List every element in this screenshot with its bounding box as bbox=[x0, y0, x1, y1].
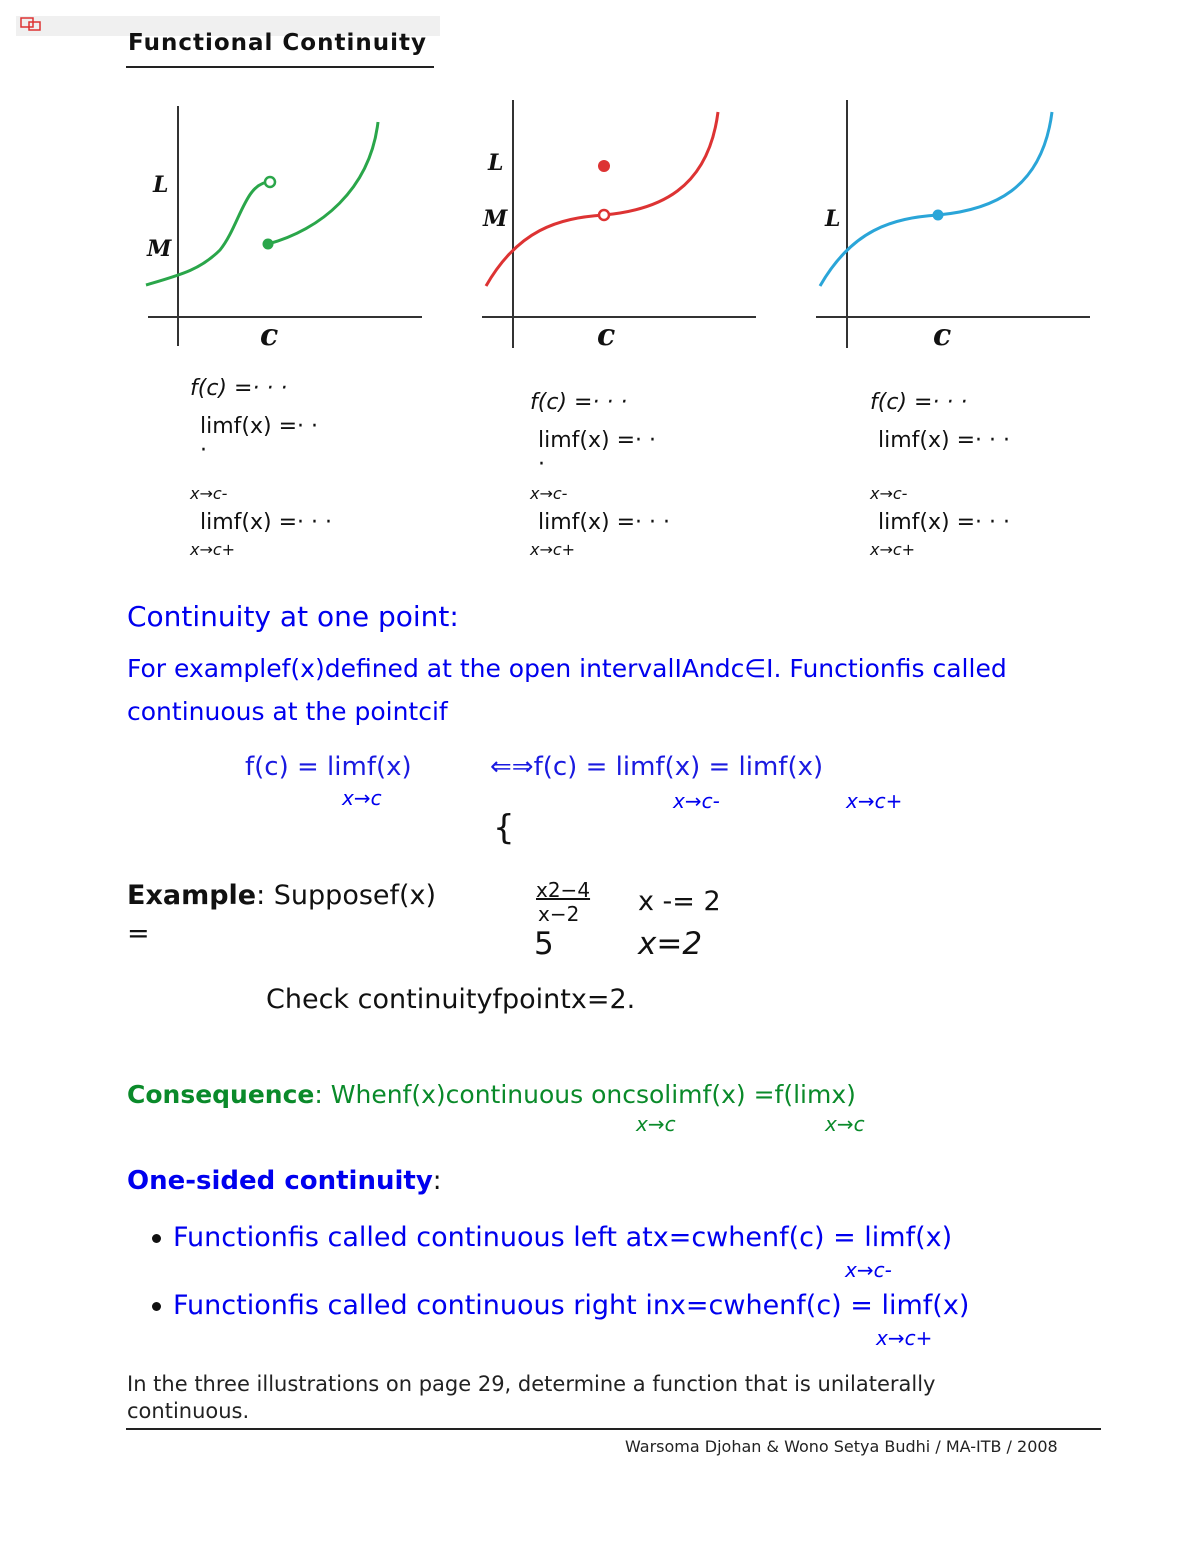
continuity-definition-line2: continuous at the pointcif bbox=[127, 697, 448, 726]
graph-1-left-sub: x→c- bbox=[190, 484, 228, 503]
one-sided-heading: One-sided continuity bbox=[127, 1166, 433, 1196]
title-underline bbox=[126, 66, 434, 68]
page-title: Functional Continuity bbox=[128, 30, 427, 56]
graph-3-right-sub: x→c+ bbox=[870, 540, 916, 559]
example-numerator: x2−4 bbox=[536, 878, 591, 902]
continuity-definition-line1: For examplef(x)defined at the open intervalIAndc∈I. Functionfis called bbox=[127, 654, 1007, 683]
bullet-icon bbox=[152, 1234, 161, 1243]
graph-2-label-M: M bbox=[483, 206, 508, 232]
bullet-icon bbox=[152, 1302, 161, 1311]
graph-1-right-limit: limf(x) =· · · bbox=[200, 510, 332, 535]
example-text: : Supposef(x) bbox=[256, 880, 437, 911]
consequence-line bbox=[127, 1080, 856, 1109]
graph-1-label-L: L bbox=[153, 172, 169, 198]
graph-2-curve bbox=[486, 112, 718, 286]
consequence-text: : Whenf(x)continuous oncsolimf(x) =f(limx) bbox=[314, 1080, 856, 1109]
graph-2-left-sub: x→c- bbox=[530, 484, 568, 503]
graph-3-label-c: c bbox=[933, 318, 952, 353]
graph-2-left-limit: limf(x) =· · bbox=[538, 428, 656, 453]
example-condition-1: x -= 2 bbox=[638, 886, 721, 917]
graph-2-right-limit: limf(x) =· · · bbox=[538, 510, 670, 535]
graph-2-filled-point bbox=[598, 160, 610, 172]
graph-3-left-limit: limf(x) =· · · bbox=[878, 428, 1010, 453]
continuity-equation-left: f(c) = limf(x) bbox=[245, 752, 412, 782]
graph-2-open-point bbox=[599, 210, 609, 220]
one-sided-colon: : bbox=[432, 1166, 442, 1196]
graph-1-label-M: M bbox=[147, 236, 172, 262]
consequence-label: Consequence bbox=[127, 1080, 315, 1109]
graph-1-plot bbox=[140, 100, 430, 355]
graph-3-plot bbox=[812, 100, 1097, 355]
graph-3-filled-point bbox=[933, 210, 944, 221]
graph-1-right-sub: x→c+ bbox=[190, 540, 236, 559]
graph-3-left-sub: x→c- bbox=[870, 484, 908, 503]
one-sided-left-sub: x→c- bbox=[845, 1258, 892, 1282]
consequence-sub-1: x→c bbox=[636, 1112, 676, 1136]
footer-credit: Warsoma Djohan & Wono Setya Budhi / MA-ITB / 2008 bbox=[625, 1437, 1058, 1456]
one-sided-right-item bbox=[152, 1290, 969, 1321]
exercise-line1: In the three illustrations on page 29, determine a function that is unilaterally bbox=[127, 1372, 936, 1396]
graph-2-label-L: L bbox=[488, 150, 504, 176]
example-condition-2: x=2 bbox=[638, 926, 703, 962]
graph-1-filled-point bbox=[263, 239, 274, 250]
comment-icon[interactable] bbox=[20, 16, 42, 36]
footer-rule bbox=[126, 1428, 1101, 1430]
example-denominator: x−2 bbox=[538, 902, 580, 926]
one-sided-right-text: Functionfis called continuous right inx=cwhenf(c) = limf(x) bbox=[173, 1290, 970, 1321]
graph-3-right-limit: limf(x) =· · · bbox=[878, 510, 1010, 535]
graph-1-curve-right bbox=[268, 122, 378, 244]
graph-3-fc: f(c) =· · · bbox=[870, 390, 968, 415]
graph-3-curve bbox=[820, 112, 1052, 286]
graph-1-open-point bbox=[265, 177, 275, 187]
one-sided-left-text: Functionfis called continuous left atx=cwhenf(c) = limf(x) bbox=[173, 1222, 953, 1253]
graph-1-fc: f(c) =· · · bbox=[190, 376, 288, 401]
continuity-equation-right: ⇐⇒f(c) = limf(x) = limf(x) bbox=[490, 752, 824, 782]
consequence-sub-2: x→c bbox=[825, 1112, 865, 1136]
graph-2-left-dot: · bbox=[538, 452, 545, 477]
exercise-line2: continuous. bbox=[127, 1399, 250, 1423]
continuity-equation-left-sub: x→c bbox=[342, 786, 382, 810]
graph-3-label-L: L bbox=[825, 206, 841, 232]
graph-1-left-limit: limf(x) =· · bbox=[200, 414, 318, 439]
one-sided-right-sub: x→c+ bbox=[876, 1326, 933, 1350]
example-intro bbox=[127, 880, 436, 911]
one-sided-heading-line bbox=[127, 1166, 442, 1196]
continuity-heading: Continuity at one point: bbox=[127, 600, 459, 633]
continuity-equation-right-sub2: x→c+ bbox=[846, 789, 903, 813]
continuity-equation-right-sub1: x→c- bbox=[673, 789, 720, 813]
graph-1-label-c: c bbox=[260, 318, 279, 353]
example-label: Example bbox=[127, 880, 257, 911]
graph-2-label-c: c bbox=[597, 318, 616, 353]
example-value: 5 bbox=[534, 926, 554, 962]
graph-1-left-dot: · bbox=[200, 438, 207, 463]
continuity-brace: { bbox=[493, 808, 515, 848]
graph-2-fc: f(c) =· · · bbox=[530, 390, 628, 415]
graph-2-right-sub: x→c+ bbox=[530, 540, 576, 559]
one-sided-left-item bbox=[152, 1222, 952, 1253]
example-check: Check continuityfpointx=2. bbox=[266, 984, 636, 1015]
graph-2-plot bbox=[478, 100, 763, 355]
example-equals: = bbox=[127, 918, 150, 949]
